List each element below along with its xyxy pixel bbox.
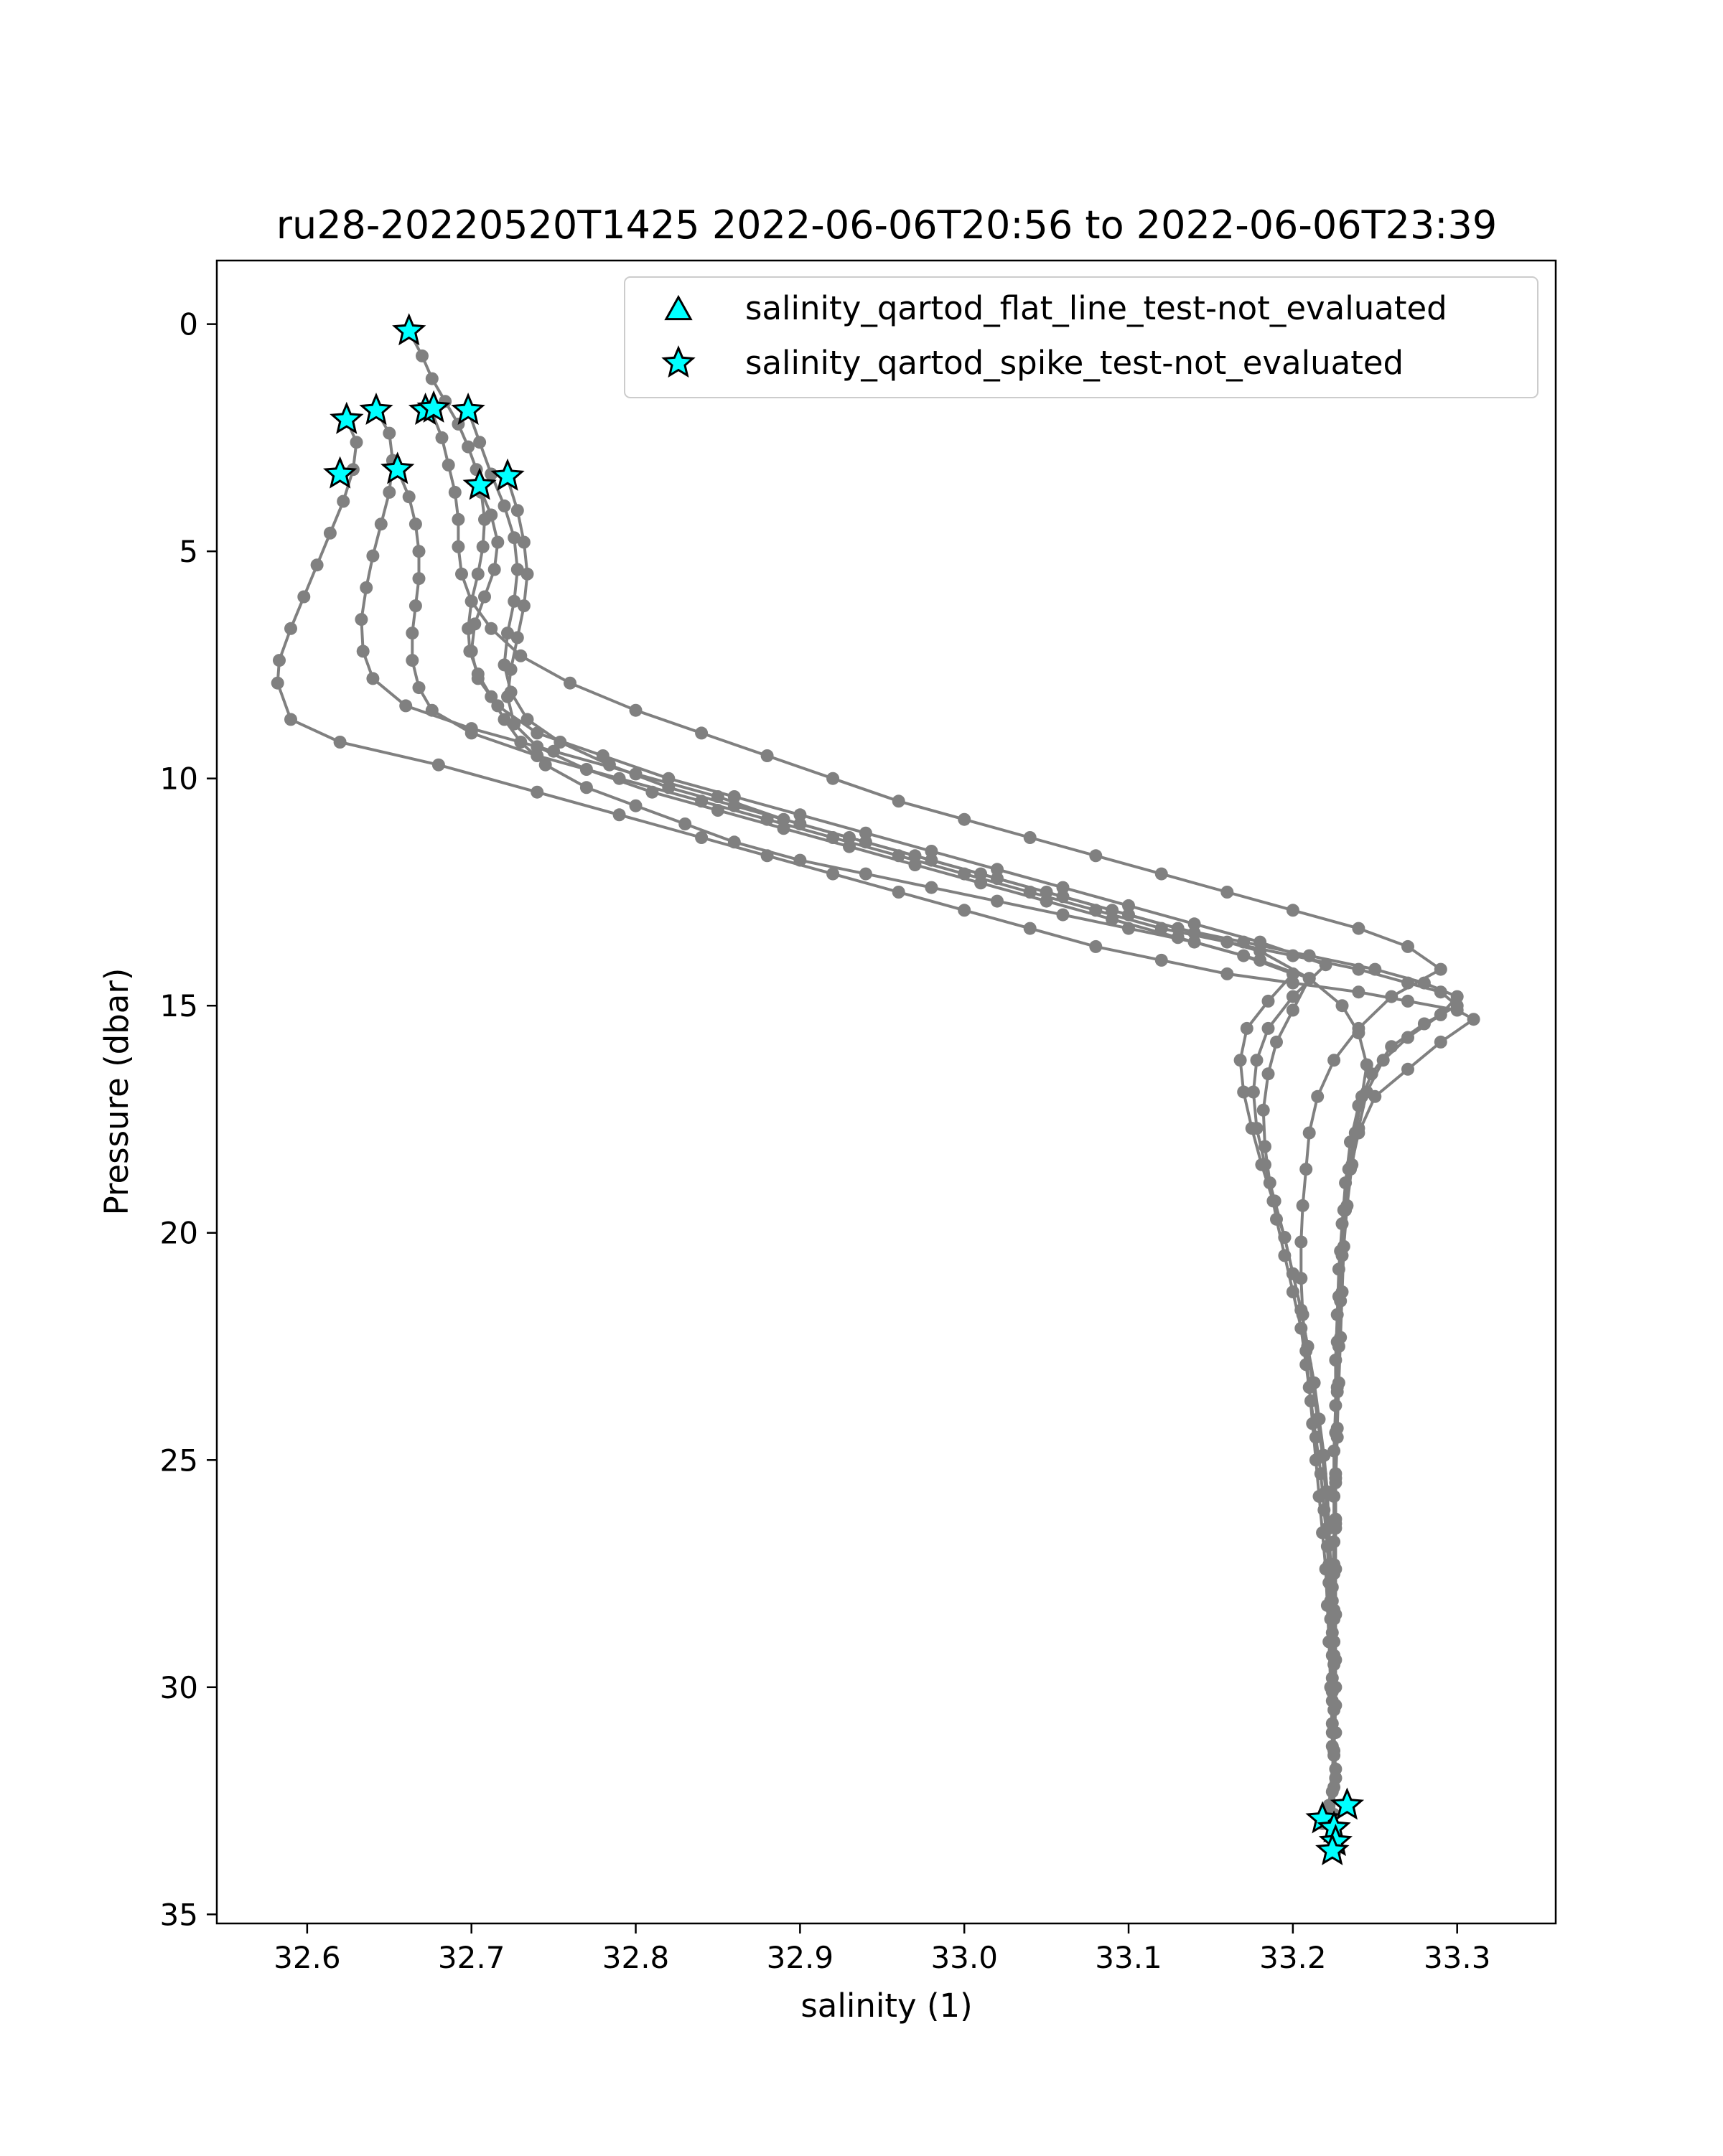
- data-point: [409, 517, 422, 530]
- data-point: [1251, 1122, 1264, 1135]
- data-point: [485, 509, 498, 522]
- data-point: [273, 654, 286, 667]
- data-point: [613, 808, 626, 821]
- y-tick-label: 20: [159, 1215, 198, 1251]
- data-point: [501, 690, 514, 703]
- data-point: [413, 545, 426, 558]
- data-point: [324, 527, 337, 540]
- data-point: [531, 740, 543, 753]
- data-point: [1294, 1235, 1307, 1248]
- data-point: [465, 645, 478, 657]
- data-point: [1352, 1100, 1365, 1112]
- data-point: [892, 886, 905, 899]
- data-point: [1287, 904, 1299, 917]
- data-point: [1326, 1595, 1339, 1608]
- data-point: [383, 486, 396, 499]
- data-point: [662, 772, 675, 785]
- data-point: [1241, 1022, 1253, 1035]
- data-point: [452, 540, 464, 553]
- data-point: [695, 831, 708, 844]
- data-point: [1329, 1354, 1342, 1367]
- data-point: [442, 459, 455, 472]
- data-point: [1303, 972, 1316, 985]
- data-point: [1317, 1449, 1330, 1462]
- data-point: [1299, 1163, 1312, 1176]
- data-point: [1313, 1412, 1326, 1425]
- data-point: [1327, 1636, 1340, 1649]
- data-point: [426, 704, 439, 717]
- data-point: [1327, 1054, 1340, 1067]
- data-point: [1336, 999, 1349, 1012]
- data-point: [1352, 1022, 1365, 1035]
- data-point: [413, 681, 426, 694]
- data-point: [1278, 1231, 1291, 1244]
- data-point: [1308, 1377, 1321, 1389]
- data-point: [477, 540, 490, 553]
- data-point: [1040, 895, 1053, 908]
- data-point: [452, 513, 464, 526]
- data-point: [1385, 990, 1398, 1003]
- data-point: [1057, 881, 1070, 894]
- data-point: [1385, 1040, 1398, 1053]
- data-point: [505, 663, 518, 676]
- x-tick-label: 32.9: [766, 1940, 834, 1975]
- data-point: [1325, 1558, 1337, 1571]
- data-point: [472, 568, 485, 581]
- data-point: [1451, 999, 1464, 1012]
- data-point: [564, 677, 576, 690]
- data-point: [413, 572, 426, 585]
- data-point: [1287, 967, 1299, 980]
- data-point: [859, 827, 872, 840]
- data-point: [1172, 931, 1185, 944]
- data-point: [925, 845, 938, 858]
- data-point: [1336, 1217, 1349, 1230]
- data-point: [1434, 1036, 1447, 1049]
- data-point: [1303, 1127, 1316, 1140]
- data-point: [859, 868, 872, 881]
- data-point: [1332, 1262, 1345, 1275]
- data-point: [498, 500, 511, 512]
- data-point: [491, 536, 504, 549]
- data-point: [472, 672, 485, 685]
- data-point: [297, 591, 310, 604]
- y-tick-label: 25: [159, 1443, 198, 1478]
- chart-title: ru28-20220520T1425 2022-06-06T20:56 to 2022-06-06T23:39: [276, 202, 1498, 248]
- data-point: [449, 486, 462, 499]
- data-point: [409, 599, 422, 612]
- data-point: [1297, 1199, 1309, 1212]
- y-tick-label: 0: [179, 306, 198, 342]
- x-tick-label: 33.2: [1259, 1940, 1327, 1975]
- data-point: [1253, 936, 1266, 949]
- data-point: [465, 726, 478, 739]
- data-point: [334, 736, 347, 749]
- x-tick-label: 33.1: [1095, 1940, 1162, 1975]
- data-point: [462, 441, 475, 454]
- data-point: [1155, 954, 1168, 967]
- data-point: [1344, 1135, 1357, 1148]
- data-point: [1321, 1486, 1334, 1499]
- data-point: [403, 490, 416, 503]
- data-point: [1270, 1036, 1283, 1049]
- data-point: [1251, 1054, 1264, 1067]
- data-point: [375, 517, 388, 530]
- data-point: [1329, 1726, 1342, 1739]
- data-point: [1089, 849, 1102, 862]
- data-point: [678, 817, 691, 830]
- data-point: [383, 427, 396, 440]
- data-point: [531, 786, 543, 799]
- data-point: [455, 568, 468, 581]
- data-point: [597, 749, 610, 762]
- data-point: [468, 617, 481, 630]
- data-point: [399, 699, 412, 712]
- data-point: [1089, 940, 1102, 953]
- legend-label: salinity_qartod_flat_line_test-not_evaluated: [745, 289, 1447, 327]
- data-point: [357, 645, 370, 657]
- data-point: [465, 595, 478, 608]
- data-point: [1434, 963, 1447, 976]
- data-point: [826, 772, 839, 785]
- data-point: [1262, 1022, 1275, 1035]
- data-point: [1467, 1013, 1480, 1026]
- data-point: [1234, 1054, 1247, 1067]
- data-point: [1287, 990, 1299, 1003]
- data-point: [406, 654, 419, 667]
- data-point: [1401, 1063, 1414, 1076]
- data-point: [1329, 1467, 1342, 1480]
- data-point: [416, 350, 429, 362]
- data-point: [761, 849, 774, 862]
- data-point: [1331, 1308, 1344, 1321]
- data-point: [426, 372, 439, 385]
- data-point: [478, 591, 491, 604]
- data-point: [1401, 995, 1414, 1008]
- data-point: [337, 495, 350, 508]
- y-tick-label: 15: [159, 988, 198, 1024]
- data-point: [695, 726, 708, 739]
- data-point: [366, 672, 379, 685]
- data-point: [436, 431, 449, 444]
- data-point: [778, 822, 790, 835]
- data-point: [1287, 1004, 1299, 1017]
- data-point: [1311, 1090, 1324, 1103]
- data-point: [728, 790, 741, 803]
- data-point: [761, 749, 774, 762]
- y-axis-label: Pressure (dbar): [98, 967, 136, 1216]
- data-point: [284, 713, 297, 726]
- data-point: [366, 550, 379, 563]
- y-tick-label: 10: [159, 761, 198, 797]
- data-point: [1418, 1018, 1431, 1031]
- data-point: [311, 558, 324, 571]
- data-point: [1352, 963, 1365, 976]
- data-point: [491, 699, 504, 712]
- data-point: [1352, 922, 1365, 935]
- data-point: [1057, 909, 1070, 922]
- data-point: [1269, 1194, 1281, 1207]
- data-point: [1237, 950, 1250, 962]
- data-point: [1188, 917, 1201, 930]
- data-point: [511, 631, 524, 644]
- data-point: [826, 868, 839, 881]
- data-point: [284, 622, 297, 635]
- data-point: [350, 436, 363, 449]
- data-point: [1320, 958, 1332, 971]
- data-point: [909, 858, 922, 871]
- data-point: [488, 563, 501, 576]
- data-point: [1220, 967, 1233, 980]
- data-point: [991, 863, 1004, 876]
- data-point: [1339, 1176, 1352, 1189]
- y-tick-label: 35: [159, 1897, 198, 1933]
- data-point: [630, 704, 643, 717]
- data-point: [1434, 985, 1447, 998]
- data-point: [580, 763, 593, 776]
- data-point: [1401, 940, 1414, 953]
- data-point: [1294, 1303, 1307, 1316]
- data-point: [1247, 1086, 1260, 1099]
- data-point: [1365, 1067, 1378, 1080]
- legend: [625, 277, 1538, 398]
- data-point: [1262, 995, 1275, 1008]
- data-point: [1287, 1267, 1299, 1280]
- data-point: [925, 881, 938, 894]
- data-point: [892, 795, 905, 807]
- x-tick-label: 32.6: [274, 1940, 341, 1975]
- data-point: [711, 804, 724, 817]
- x-tick-label: 32.7: [437, 1940, 505, 1975]
- y-tick-label: 5: [179, 534, 198, 570]
- data-point: [473, 436, 486, 449]
- data-point: [514, 650, 527, 662]
- legend-label: salinity_qartod_spike_test-not_evaluated: [745, 344, 1404, 382]
- data-point: [531, 726, 543, 739]
- data-point: [991, 895, 1004, 908]
- data-point: [1329, 1681, 1342, 1694]
- data-point: [1322, 1522, 1335, 1534]
- data-point: [485, 622, 498, 635]
- data-point: [1262, 1067, 1275, 1080]
- data-point: [360, 581, 373, 594]
- x-tick-label: 33.0: [930, 1940, 998, 1975]
- data-point: [1302, 1340, 1315, 1353]
- y-tick-label: 30: [159, 1669, 198, 1705]
- data-point: [1024, 831, 1037, 844]
- data-point: [518, 599, 531, 612]
- data-point: [1329, 1771, 1342, 1784]
- data-point: [355, 613, 368, 626]
- x-axis-label: salinity (1): [800, 1987, 973, 2025]
- data-point: [1352, 985, 1365, 998]
- data-point: [1122, 899, 1135, 912]
- data-point: [1024, 922, 1037, 935]
- data-point: [793, 808, 806, 821]
- data-point: [511, 504, 524, 517]
- data-point: [1257, 1104, 1270, 1117]
- data-point: [958, 813, 971, 826]
- data-point: [1259, 1158, 1271, 1171]
- data-point: [1331, 1422, 1344, 1435]
- data-point: [406, 627, 419, 639]
- data-point: [1155, 868, 1168, 881]
- data-point: [271, 677, 284, 690]
- data-point: [432, 759, 445, 772]
- data-point: [1220, 886, 1233, 899]
- data-point: [843, 840, 856, 853]
- data-point: [1106, 913, 1119, 926]
- data-point: [580, 781, 593, 794]
- data-point: [1329, 1399, 1342, 1412]
- data-point: [630, 800, 643, 812]
- data-point: [518, 536, 531, 549]
- data-point: [645, 786, 658, 799]
- x-tick-label: 33.3: [1423, 1940, 1491, 1975]
- data-point: [974, 876, 987, 889]
- data-point: [521, 568, 534, 581]
- x-tick-label: 32.8: [602, 1940, 670, 1975]
- data-point: [958, 904, 971, 917]
